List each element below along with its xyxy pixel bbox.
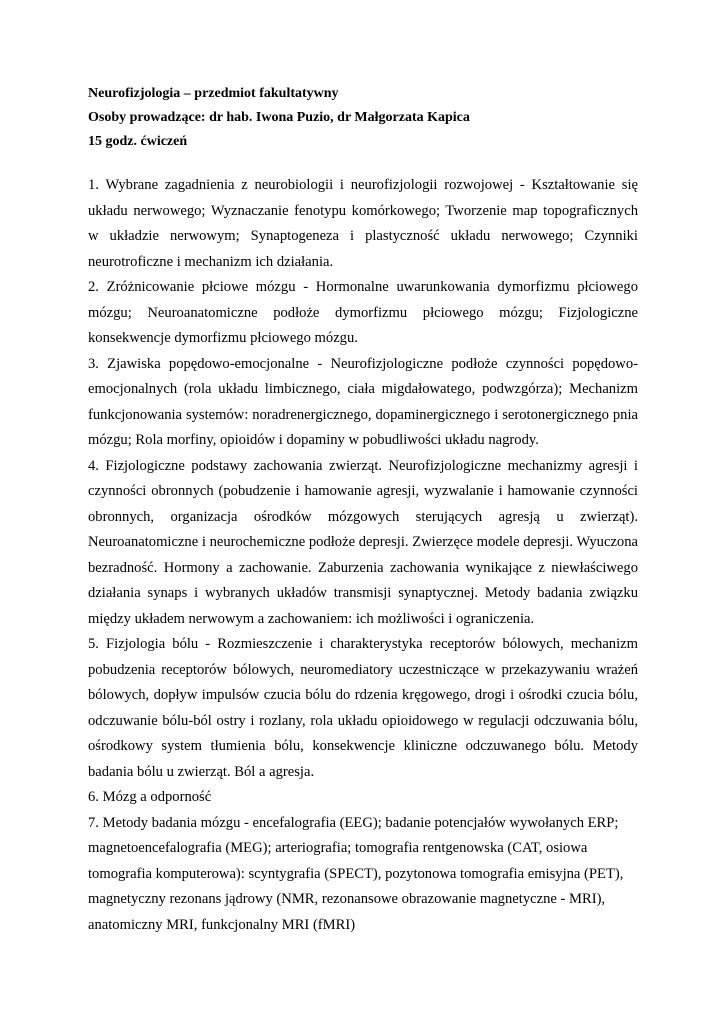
section-3-emotional-phenomena: 3. Zjawiska popędowo-emocjonalne - Neurofizjologiczne podłoże czynności popędowo-emocjonalnych (rola układu limbicznego, ciała migdałowatego, podwzgórza); Mechanizm funkcjonowania systemów: noradrenergicznego, dopaminergicznego i serotonergicznego pnia mózgu; Rola morfiny, opioidów i dopaminy w pobudliwości układu nagrody. xyxy=(88,355,638,448)
section-4-animal-behavior: 4. Fizjologiczne podstawy zachowania zwierząt. Neurofizjologiczne mechanizmy agresji i czynności obronnych (pobudzenie i hamowanie agresji, wyzwalanie i hamowanie czynności obronnych, organizacja ośrodków mózgowych sterujących agresją u zwierząt). Neuroanatomiczne i neurochemiczne podłoże depresji. Zwierzęce modele depresji. Wyuczona bezradność. Hormony a zachowanie. Zaburzenia zachowania wynikające z niewłaściwego działania synaps i wybranych układów transmisji synaptycznej. Metody badania związku między układem nerwowym a zachowaniem: ich możliwości i ograniczenia. xyxy=(88,457,638,627)
instructors-line: Osoby prowadzące: dr hab. Iwona Puzio, dr Małgorzata Kapica xyxy=(88,110,470,125)
section-6-brain-immunity: 6. Mózg a odporność xyxy=(88,789,212,805)
section-1-developmental-neurobiology: 1. Wybrane zagadnienia z neurobiologii i neurofizjologii rozwojowej - Kształtowanie się układu nerwowego; Wyznaczanie fenotypu komórkowego; Tworzenie map topograficznych w układzie nerwowym; Synaptogeneza i plastyczność układu nerwowego; Czynniki neurotroficzne i mechanizm ich działania. xyxy=(88,177,638,270)
course-title: Neurofizjologia – przedmiot fakultatywny xyxy=(88,86,339,101)
hours-line: 15 godz. ćwiczeń xyxy=(88,134,188,149)
section-7-brain-research-methods: 7. Metody badania mózgu - encefalografia (EEG); badanie potencjałów wywołanych ERP; magnetoencefalografia (MEG); arteriografia; tomografia rentgenowska (CAT, osiowa tomografia komputerowa): scyntygrafia (SPECT), pozytonowa tomografia emisyjna (PET), magnetyczny rezonans jądrowy (NMR, rezonansowe obrazowanie magnetyczne - MRI), anatomiczny MRI, funkcjonalny MRI (fMRI) xyxy=(88,814,624,933)
document-page xyxy=(88,82,638,938)
section-5-pain-physiology: 5. Fizjologia bólu - Rozmieszczenie i charakterystyka receptorów bólowych, mechanizm pobudzenia receptorów bólowych, neuromediatory uczestniczące w przekazywaniu wrażeń bólowych, dopływ impulsów czucia bólu do rdzenia kręgowego, drogi i ośrodki czucia bólu, odczuwanie bólu-ból ostry i rozlany, rola układu opioidowego w regulacji odczuwania bólu, ośrodkowy system tłumienia bólu, konsekwencje kliniczne odczuwanego bólu. Metody badania bólu u zwierząt. Ból a agresja. xyxy=(88,636,638,780)
section-2-sexual-differentiation: 2. Zróżnicowanie płciowe mózgu - Hormonalne uwarunkowania dymorfizmu płciowego mózgu; Neuroanatomiczne podłoże dymorfizmu płciowego mózgu; Fizjologiczne konsekwencje dymorfizmu płciowego mózgu. xyxy=(88,279,638,346)
document-header xyxy=(88,82,638,154)
